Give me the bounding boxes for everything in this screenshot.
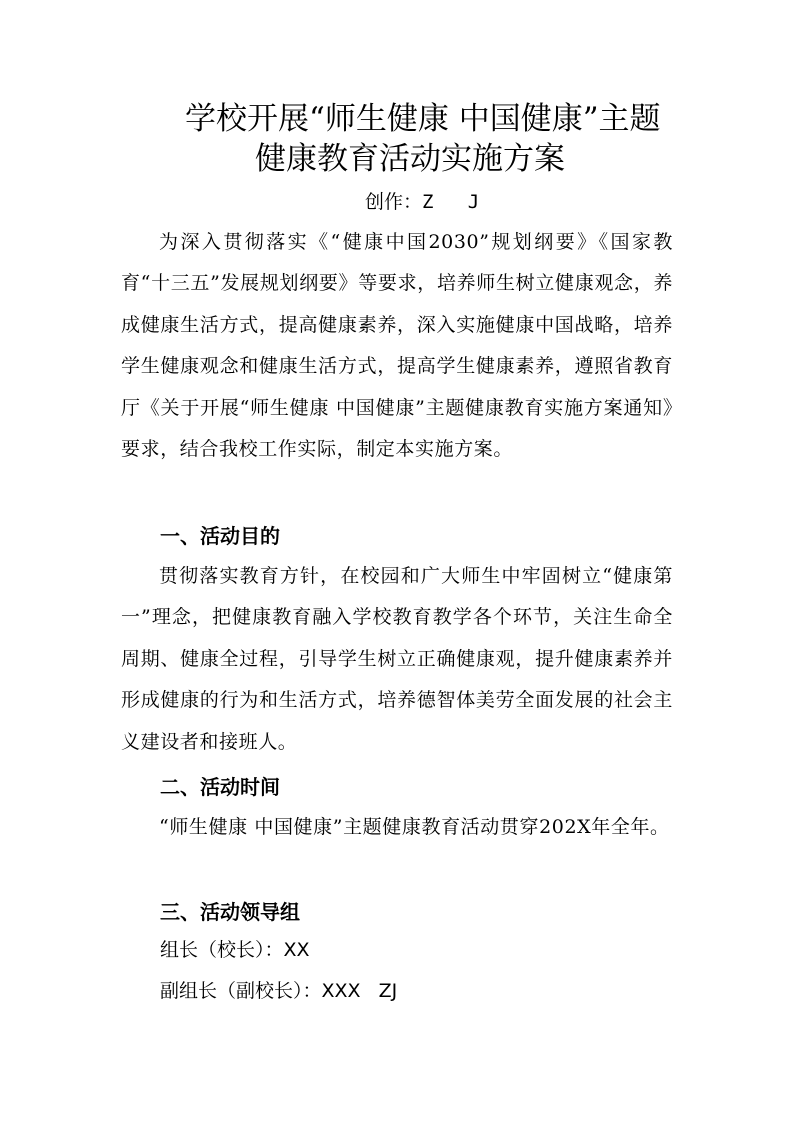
document-title-line-1: 学校开展“师生健康 中国健康”主题 — [185, 101, 661, 137]
section-text-time: “师生健康 中国健康”主题健康教育活动贯穿202X年全年。 — [159, 816, 670, 838]
intro-paragraph: 为深入贯彻落实《“健康中国2030”规划纲要》《国家教育“十三五”发展规划纲要》等要求，培养师生树立健康观念，养成健康生活方式，提高健康素养，深入实施健康中国战略，培养学生健康观念和健康生活方式，提高学生健康素养，遵照省教育厅《关于开展“师生健康 中国健康”主题健康教育实施方案通知》要求，结合我校工作实际，制定本实施方案。 — [121, 231, 673, 461]
section-heading-time: 二、活动时间 — [160, 775, 280, 799]
section-heading-leadership: 三、活动领导组 — [160, 900, 300, 924]
leader-line: 组长（校长）：XX — [160, 939, 310, 961]
section-heading-purpose: 一、活动目的 — [160, 524, 280, 548]
author-line: 创作：Z J — [365, 191, 480, 213]
document-title-line-2: 健康教育活动实施方案 — [255, 141, 565, 177]
section-text-purpose: 贯彻落实教育方针，在校园和广大师生中牢固树立“健康第一”理念，把健康教育融入学校教育教学各个环节，关注生命全周期、健康全过程，引导学生树立正确健康观，提升健康素养并形成健康的行为和生活方式，培养德智体美劳全面发展的社会主义建设者和接班人。 — [121, 565, 673, 753]
deputy-leader-line: 副组长（副校长）：XXX ZJ — [160, 980, 398, 1002]
